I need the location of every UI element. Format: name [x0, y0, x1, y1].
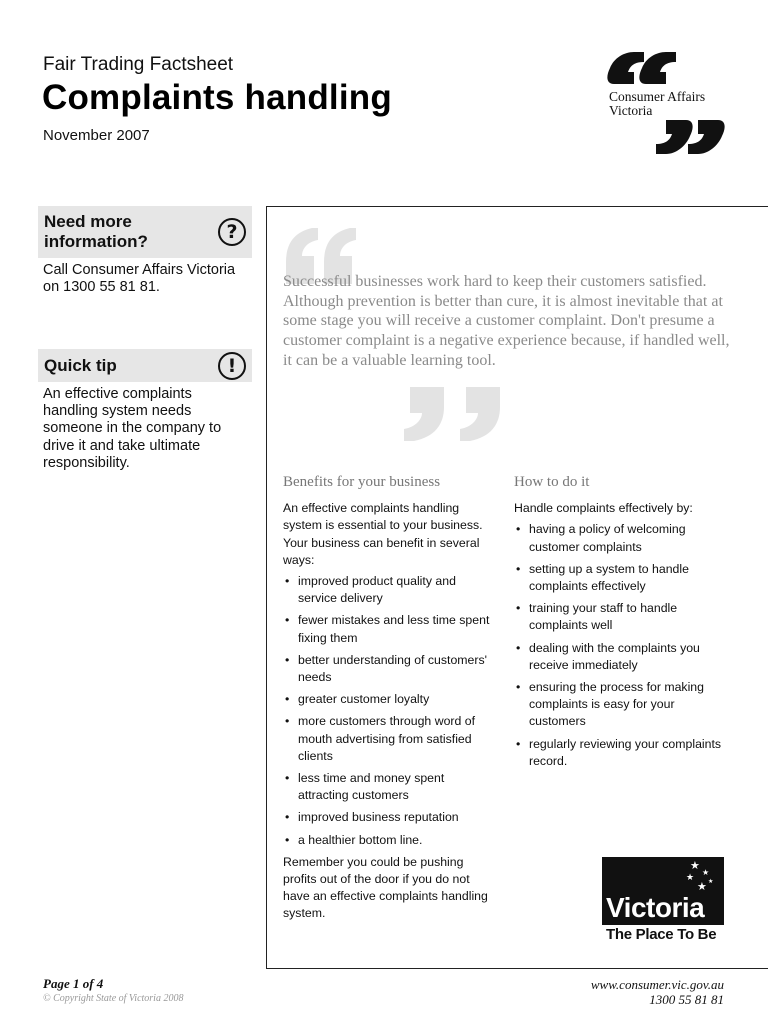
list-item: • training your staff to handle complaints well — [514, 600, 724, 634]
page-title: Complaints handling — [42, 78, 392, 117]
exclamation-icon: ! — [218, 352, 246, 380]
list-item: • having a policy of welcoming customer complaints — [514, 521, 724, 555]
info-text: Call Consumer Affairs Victoria on 1300 55 81 81. — [43, 262, 236, 296]
benefits-heading: Benefits for your business — [283, 474, 441, 490]
benefits-closing: Remember you could be pushing profits out of the door if you do not have an effective complaints handling system. — [283, 854, 488, 921]
factsheet-subtitle: Fair Trading Factsheet — [43, 54, 234, 75]
question-icon: ? — [218, 218, 246, 246]
howto-intro: Handle complaints effectively by: — [514, 501, 693, 516]
page-number: Page 1 of 4 — [43, 976, 104, 991]
victoria-wordmark: Victoria — [606, 892, 705, 923]
close-quote-icon — [404, 385, 516, 443]
brand-name-line1: Consumer Affairs — [609, 89, 706, 104]
intro-paragraph: Successful businesses work hard to keep their customers satisfied. Although prevention is better than cure, it is almost inevitable that at some stage you will receive a customer complaint. Don't presume a customer complaint is a negative experience because, if handled well, it can be a valuable learning tool. — [283, 273, 730, 369]
info-heading: Need more information? — [44, 212, 148, 251]
benefits-intro: An effective complaints handling system is essential to your business. Your business can benefit in several ways: — [283, 501, 483, 567]
benefits-list — [283, 573, 493, 849]
list-item: • regularly reviewing your complaints record. — [514, 736, 724, 770]
howto-list — [514, 521, 724, 770]
list-item: • better understanding of customers' needs — [283, 652, 493, 686]
benefits-column — [283, 474, 493, 927]
list-item: • more customers through word of mouth advertising from satisfied clients — [283, 713, 493, 765]
tip-header — [38, 349, 252, 382]
howto-heading: How to do it — [514, 474, 590, 490]
list-item: • improved product quality and service delivery — [283, 573, 493, 607]
victoria-logo-box: ★ ★ ★ ★ ★ Victoria — [602, 857, 724, 925]
footer-phone: 1300 55 81 81 — [649, 992, 724, 1007]
list-item: • fewer mistakes and less time spent fixing them — [283, 612, 493, 646]
footer-url: www.consumer.vic.gov.au — [590, 977, 724, 992]
list-item: • a healthier bottom line. — [283, 832, 493, 849]
list-item: • improved business reputation — [283, 809, 493, 826]
list-item: • greater customer loyalty — [283, 691, 493, 708]
list-item: • dealing with the complaints you receive immediately — [514, 640, 724, 674]
publication-date: November 2007 — [43, 127, 150, 144]
victoria-logo — [602, 857, 726, 945]
brand-name-line2: Victoria — [609, 103, 653, 118]
copyright: © Copyright State of Victoria 2008 — [43, 993, 184, 1004]
list-item: • less time and money spent attracting customers — [283, 770, 493, 804]
howto-column — [514, 474, 724, 775]
list-item: • setting up a system to handle complaints effectively — [514, 561, 724, 595]
list-item: • ensuring the process for making complaints is easy for your customers — [514, 679, 724, 731]
consumer-affairs-logo — [604, 50, 728, 160]
victoria-tagline: The Place To Be — [606, 926, 717, 943]
tip-text: An effective complaints handling system needs someone in the company to drive it and take ultimate responsibility. — [43, 386, 222, 471]
info-header — [38, 206, 252, 258]
tip-heading: Quick tip — [44, 355, 117, 375]
